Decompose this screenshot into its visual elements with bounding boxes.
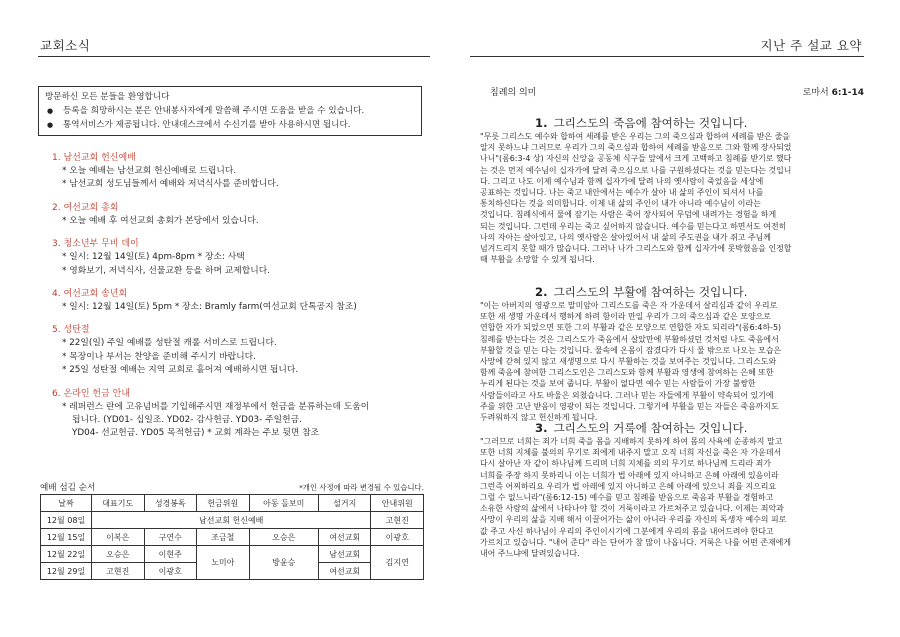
left-page-header: 교회소식 (40, 38, 91, 53)
body-line: 값 주고 사신 하나님이 우리의 주인이시기에 그분에게 우리의 몸을 내어드려야 한다고 (480, 526, 774, 536)
news-item (52, 288, 422, 314)
body-line: "무릇 그리스도 예수와 합하여 세례를 받은 우리는 그의 죽으심과 합하여 세례를 받은 줄을 (480, 132, 790, 141)
table-cell: 조금철 (197, 529, 250, 546)
sermon-reference (803, 85, 864, 98)
body-line: 것입니다. 침례식에서 물에 잠기는 사람은 죽어 장사되어 무덤에 내려가는 경험을 하게 (480, 210, 777, 220)
column-header: 성경봉독 (144, 495, 197, 512)
column-header: 대표기도 (92, 495, 145, 512)
left-header-rule (38, 56, 430, 57)
news-list (52, 152, 422, 451)
news-line: * 목장이나 부서는 찬양을 준비해 주시기 바랍니다. (62, 351, 256, 362)
body-line: 때 부활을 소망할 수 있게 됩니다. (480, 255, 595, 265)
table-header-row (41, 495, 424, 512)
body-line: 연합한 자가 되었으면 또한 그의 부활과 같은 모양으로 연합한 자도 되리라"(롬6:4하-5) (480, 323, 782, 333)
body-line: "이는 아버지의 영광으로 말미암아 그리스도를 죽은 자 가운데서 살리심과 같이 우리로 (480, 301, 778, 310)
table-cell: 이광호 (144, 563, 197, 580)
news-line: 됩니다. (YD01- 십일조. YD02- 감사헌금. YD03- 주일헌금. (72, 415, 302, 426)
table-cell: 여선교회 (318, 563, 371, 580)
body-line: 넘겨드리지 못할 때가 많습니다. 그러나 나가 그리스도와 함께 십자가에 못박혔음을 인정할 (480, 244, 792, 254)
body-line: 는 것은 먼저 예수님이 십자가에 달려 죽으심으로 나를 구원하셨다는 것을 믿는다는 것입니 (480, 165, 792, 175)
news-item (52, 324, 422, 377)
body-line: 나니"(롬6:3-4 상) 자신의 신앙을 공동체 식구들 앞에서 크게 고백하고 침례를 받기로 했다 (480, 154, 792, 164)
news-line: YD04- 선교헌금. YD05 목적헌금) * 교회 계좌는 주보 뒷면 참조 (72, 428, 320, 439)
section-heading-text: 그리스도의 부활에 참여하는 것입니다. (553, 285, 748, 299)
news-line: * 영화보기, 저녁식사, 선물교환 등을 하며 교제합니다. (62, 265, 271, 276)
news-title: 1. 남선교회 헌신예배 (52, 153, 136, 163)
news-title: 2. 여선교회 총회 (52, 202, 119, 213)
table-cell: 12월 15일 (41, 529, 92, 546)
table-cell: 오승은 (92, 546, 145, 563)
right-page (450, 0, 900, 637)
sermon-section (480, 285, 870, 423)
table-cell: 노미아 (197, 546, 250, 580)
body-line: 너희를 주장 하지 못하리니 이는 너희가 법 아래에 있지 아니하고 은혜 아래에 있음이라 (480, 470, 779, 480)
body-line: 침례를 받는다는 것은 그리스도가 죽음에서 살았만에 부활하셨던 것처럼 나도 죽음에서 (480, 334, 779, 344)
column-header: 설거지 (318, 495, 371, 512)
news-line: * 25일 성탄절 예배는 지역 교회로 흩어져 예배하시면 됩니다. (62, 365, 299, 376)
body-line: 두려워하지 않고 헌신하게 됩니다. (480, 413, 598, 423)
table-cell: 남선교회 헌신예배 (92, 512, 371, 529)
schedule-note: *개인 사정에 따라 변경될 수 있습니다. (299, 483, 424, 492)
right-page-header: 지난 주 설교 요약 (760, 38, 862, 53)
table-cell: 이광호 (371, 529, 424, 546)
sermon-section (480, 421, 870, 559)
column-header: 안내위원 (371, 495, 424, 512)
section-heading (480, 116, 870, 131)
news-line: * 오늘 예배 후 여선교회 총회가 본당에서 있습니다. (62, 215, 259, 226)
body-line: 누리게 된다는 것을 보여 줍니다. 부활이 없다면 예수 믿는 사람들이 가장 불쌍한 (480, 379, 756, 389)
news-item (52, 152, 422, 192)
sermon-ref-book: 로마서 (802, 88, 829, 98)
welcome-item: ● 통역서비스가 제공됩니다. 안내데스크에서 수신기를 받아 사용하시면 됩니다. (45, 119, 415, 132)
section-body (480, 131, 870, 265)
body-line: 다시 살아난 자 같이 하나님께 드리며 너희 지체를 의의 무기로 하나님께 드리라 죄가 (480, 459, 771, 469)
schedule-title: 예배 섬김 순서 (40, 483, 96, 493)
column-header: 헌금위원 (197, 495, 250, 512)
news-item (52, 388, 422, 441)
welcome-item: ● 등록을 희망하시는 분은 안내봉사자에게 말씀해 주시면 도움을 받을 수 있습니다. (45, 105, 415, 118)
table-cell: 이복은 (92, 529, 145, 546)
body-line: 다. 그리고 나도 이제 예수님과 함께 십자가에 달려 나의 옛사람이 죽었음을 세상에 (480, 176, 764, 186)
body-line: 함께 죽음에 참여한 그리스도인은 그리스도와 함께 부활과 영생에 참여하는 은혜 또한 (480, 368, 774, 378)
table-cell: 고현진 (92, 563, 145, 580)
news-line: * 일시: 12월 14일(토) 5pm * 장소: Bramly farm(여선교회 단톡공지 참조) (62, 302, 357, 313)
table-cell: 남선교회 (318, 546, 371, 563)
table-cell: 12월 08일 (41, 512, 92, 529)
news-title: 4. 여선교회 송년회 (52, 289, 128, 300)
body-line: 그런즉 어찌하리요 우리가 법 아래에 있지 아니하고 은혜 아래에 있으니 죄를 지으리요 (480, 481, 777, 491)
table-cell: 이현주 (144, 546, 197, 563)
body-line: 소유한 사람의 삶에서 나타나야 할 것이 거룩이라고 가르쳐주고 있습니다. 이제는 죄악과 (480, 504, 784, 514)
table-cell: 고현진 (371, 512, 424, 529)
sermon-ref-verse: 6:1-14 (831, 88, 864, 98)
table-cell: 12월 22일 (41, 546, 92, 563)
section-body (480, 436, 870, 559)
table-cell: 구연수 (144, 529, 197, 546)
welcome-box (38, 86, 422, 136)
schedule-header (40, 481, 424, 493)
sermon-section (480, 116, 870, 265)
section-number: 1. (535, 116, 548, 130)
body-line: 내어 주느냐에 달려있습니다. (480, 549, 580, 559)
news-line: * 레퍼런스 란에 고유넘버를 기입해주시면 재정부에서 헌금을 분류하는데 도움이 (62, 401, 370, 412)
table-row (41, 546, 424, 563)
body-line: 공표하는 것입니다. 나는 죽고 내안에서는 예수가 살아 내 삶의 주인이 되셔서 나를 (480, 188, 764, 198)
table-cell: 오승은 (249, 529, 318, 546)
body-line: 사람들이라고 사도 바울은 외쳤습니다. 그러나 믿는 자들에게 부활이 약속되어 있기에 (480, 390, 774, 400)
body-line: 그럴 수 없느니라"(롬6:12-15) 예수를 믿고 침례를 받음으로 죽음과 부활을 경험하고 (480, 493, 774, 503)
body-line: 부활할 것을 믿는 다는 것입니다. 물속에 온몸이 잠겼다가 다시 물 밖으로 나오는 모습은 (480, 345, 782, 355)
section-number: 3. (535, 421, 548, 435)
section-number: 2. (535, 285, 548, 299)
schedule-table (40, 494, 424, 580)
section-heading-text: 그리스도의 거룩에 참여하는 것입니다. (553, 421, 748, 435)
body-line: 통치하신다는 것을 의미합니다. 이제 내 삶의 주인이 내가 아니라 예수님이 이라는 (480, 199, 761, 209)
section-heading (480, 285, 870, 300)
body-line: 알지 못하느냐 그러므로 우리가 그의 죽으심과 합하여 세례를 받음으로 그와 함께 장사되었 (480, 143, 792, 153)
news-item (52, 202, 422, 228)
section-heading (480, 421, 870, 436)
news-line: * 남선교회 성도님들께서 예배와 저녁식사를 준비합니다. (62, 179, 279, 190)
table-row (41, 512, 424, 529)
section-body (480, 300, 870, 423)
table-cell: 방윤승 (249, 546, 318, 580)
section-heading-text: 그리스도의 죽음에 참여하는 것입니다. (553, 116, 748, 130)
news-title: 3. 청소년부 무비 데이 (52, 239, 139, 250)
table-row (41, 529, 424, 546)
right-header-rule (470, 56, 864, 57)
body-line: 또한 새 생명 가운데서 행하게 하려 함이라 만일 우리가 그의 죽으심과 같은 모양으로 (480, 312, 771, 322)
body-line: 되는 것입니다. 그런데 우리는 죽고 싶어하지 않습니다. 예수를 믿는다고 하면서도 여전히 (480, 221, 787, 231)
column-header: 날짜 (41, 495, 92, 512)
news-line: * 오늘 예배는 남선교회 헌신예배로 드립니다. (62, 166, 237, 176)
table-cell: 여선교회 (318, 529, 371, 546)
news-title: 5. 성탄절 (52, 325, 90, 336)
body-line: 나의 자아는 살아있고, 나의 옛사람은 살아있어서 내 삶의 주도권을 내가 쥐고 주님께 (480, 232, 771, 242)
body-line: 가르치고 있습니다. "내어 준다" 라는 단어가 참 많이 나옵니다. 거룩은 나를 어떤 존재에게 (480, 537, 791, 547)
table-cell: 김지연 (371, 546, 424, 580)
body-line: 주를 위한 고난 받음이 영광이 되는 것입니다. 그렇기에 부활을 믿는 자들은 죽음까지도 (480, 401, 779, 411)
news-title: 6. 온라인 헌금 안내 (52, 388, 131, 399)
body-line: 사망에 갇혀 있지 않고 새생명으로 다시 부활하는 것을 보여주는 것입니다. 그리스도와 (480, 357, 777, 367)
column-header: 아동 돌보미 (249, 495, 318, 512)
welcome-title: 방문하신 모든 분들을 환영합니다 (45, 92, 170, 102)
body-line: 사망이 우리의 삶을 지배 해서 이끌어가는 삶이 아니라 우리를 자신의 독생자 예수의 피로 (480, 515, 787, 525)
table-cell: 12월 29일 (41, 563, 92, 580)
body-line: 또한 너희 지체를 불의의 무기로 죄에게 내주지 말고 오직 너희 자신을 죽은 자 가운데서 (480, 448, 782, 458)
sermon-title: 침례의 의미 (490, 88, 537, 98)
news-line: * 22일(일) 주일 예배를 성탄절 캐롤 서비스로 드립니다. (62, 338, 277, 349)
news-line: * 일시: 12월 14일(토) 4pm-8pm * 장소: 사택 (62, 252, 245, 263)
body-line: "그러므로 너희는 죄가 너희 죽을 몸을 지배하지 못하게 하여 몸의 사욕에 순종하지 말고 (480, 437, 783, 446)
welcome-list (45, 105, 415, 132)
news-item (52, 238, 422, 278)
